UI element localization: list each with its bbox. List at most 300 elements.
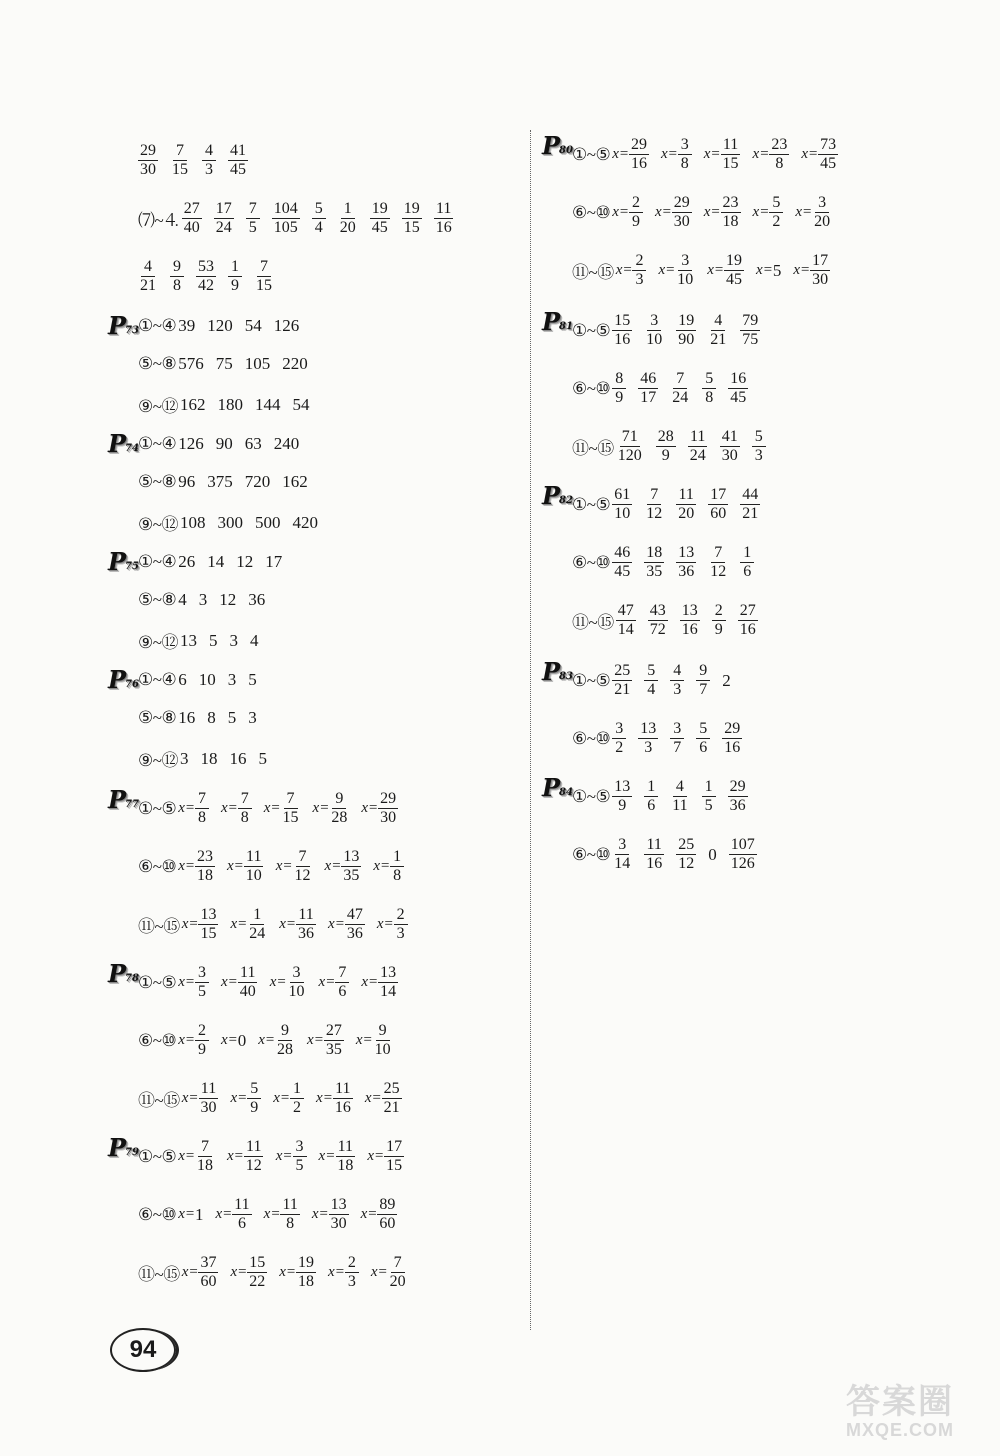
answer-item (644, 544, 664, 581)
denominator: 18 (196, 867, 213, 884)
answer-item (612, 662, 632, 699)
numerator: 3 (293, 1138, 307, 1157)
fraction (333, 1080, 353, 1117)
answer-value: 3 (198, 590, 208, 609)
fraction (195, 848, 215, 885)
question-range: ⑪~⑮ (138, 917, 180, 936)
answer-item (200, 749, 217, 769)
fraction (384, 1138, 404, 1175)
denominator: 3 (754, 447, 763, 464)
denominator: 4 (314, 219, 323, 236)
variable-prefix: x= (230, 916, 248, 932)
denominator: 30 (380, 809, 397, 826)
answer-value: 26 (178, 552, 196, 571)
fraction (740, 486, 760, 523)
denominator: 36 (298, 925, 315, 942)
fraction (708, 544, 728, 581)
answer-row (138, 670, 269, 690)
question-range: ⑪~⑮ (572, 263, 614, 282)
denominator: 3 (205, 161, 213, 178)
answer-row (138, 964, 410, 1001)
answer-item (638, 370, 658, 407)
fraction (198, 1080, 218, 1117)
question-range: ⑪~⑮ (138, 1265, 180, 1284)
answer-item (180, 395, 206, 415)
answer-item (361, 964, 398, 1001)
numerator: 11 (246, 848, 262, 865)
answer-item (676, 312, 696, 349)
variable-prefix: x= (612, 204, 629, 220)
numerator: 15 (614, 312, 631, 329)
denominator: 45 (371, 219, 388, 236)
fraction (138, 258, 158, 295)
answer-item (325, 848, 362, 885)
fraction (247, 906, 267, 943)
answer-item (313, 790, 350, 827)
numerator: 5 (752, 428, 766, 447)
denominator: 8 (680, 155, 689, 172)
answer-item (229, 631, 238, 651)
denominator: 18 (196, 1157, 213, 1174)
answer-item (178, 354, 204, 374)
answer-item (644, 312, 664, 349)
variable-prefix: x= (263, 1206, 281, 1222)
page-badge-letter: P (108, 547, 127, 576)
watermark-logo (810, 1384, 990, 1444)
fraction (720, 428, 740, 465)
denominator: 21 (614, 681, 631, 698)
denominator: 24 (215, 219, 232, 236)
answer-value: 500 (254, 512, 281, 532)
fraction (670, 662, 684, 699)
answer-item (740, 544, 754, 581)
answer-item (370, 200, 390, 237)
variable-prefix: x= (752, 146, 770, 162)
answer-item (215, 1196, 251, 1233)
answer-item (612, 778, 632, 815)
page-badge-letter: P (108, 429, 127, 458)
fraction (195, 1138, 215, 1175)
question-range: ⑤~⑧ (138, 590, 177, 609)
answer-item (178, 1022, 209, 1059)
variable-prefix: x= (361, 974, 379, 990)
question-range: ①~⑤ (572, 670, 611, 690)
fraction (402, 200, 422, 237)
numerator: 19 (298, 1254, 315, 1271)
answer-row (138, 258, 286, 295)
numerator: 7 (284, 790, 298, 809)
numerator: 19 (678, 312, 695, 329)
denominator: 20 (339, 219, 356, 236)
question-range: ⑪~⑮ (138, 1091, 180, 1110)
denominator: 8 (775, 155, 784, 172)
watermark-cn: 答案圈 (846, 1383, 954, 1421)
denominator: 72 (649, 621, 666, 638)
denominator: 14 (617, 621, 634, 638)
denominator: 3 (673, 681, 682, 698)
fraction (708, 312, 728, 349)
variable-prefix: x= (328, 916, 345, 932)
numerator: 11 (298, 906, 314, 923)
answer-item (230, 1254, 267, 1291)
denominator: 8 (197, 809, 206, 826)
denominator: 9 (197, 1041, 206, 1058)
denominator: 14 (614, 855, 631, 872)
answer-value: 96 (178, 472, 196, 491)
denominator: 35 (325, 1041, 342, 1058)
numerator: 2 (195, 1022, 209, 1041)
denominator: 11 (672, 797, 688, 814)
numerator: 3 (615, 836, 629, 855)
fraction (335, 1138, 355, 1175)
answer-value: 3 (179, 748, 189, 768)
answer-value: 1 (194, 1204, 204, 1224)
answer-value: 14 (207, 552, 225, 571)
numerator: 1 (390, 848, 404, 867)
answer-row (572, 428, 778, 465)
numerator: 17 (710, 486, 727, 503)
denominator: 105 (273, 219, 298, 236)
variable-prefix: x= (612, 146, 629, 162)
numerator: 7 (673, 370, 687, 389)
answer-item (207, 472, 233, 492)
answer-item (180, 631, 197, 651)
fraction (198, 1254, 218, 1291)
answer-row (138, 1022, 405, 1059)
denominator: 6 (647, 797, 656, 814)
variable-prefix: x= (793, 262, 811, 278)
numerator: 8 (612, 370, 626, 389)
numerator: 61 (614, 486, 631, 503)
answer-item (138, 142, 158, 179)
numerator: 29 (729, 778, 746, 795)
numerator: 89 (379, 1196, 396, 1213)
answer-row (138, 790, 410, 827)
answer-item (644, 778, 658, 815)
answer-item (319, 964, 350, 1001)
numerator: 17 (386, 1138, 403, 1155)
question-range: ⑥~⑩ (572, 552, 611, 572)
answer-item (361, 1196, 398, 1233)
answer-item (279, 1254, 316, 1291)
answer-value: 240 (273, 434, 300, 453)
numerator: 17 (812, 252, 829, 269)
answer-item (255, 513, 281, 533)
question-range: ⑥~⑩ (572, 378, 611, 398)
variable-prefix: x= (654, 204, 672, 220)
answer-item (245, 434, 262, 454)
answer-item (655, 194, 692, 231)
answer-value: 162 (282, 472, 308, 491)
answer-value: 108 (179, 512, 206, 532)
fraction (170, 142, 190, 179)
fraction (729, 836, 757, 873)
variable-prefix: x= (318, 974, 336, 990)
answer-item (228, 258, 242, 295)
page-badge (108, 665, 139, 694)
answer-row (138, 200, 466, 237)
fraction (612, 836, 632, 873)
answer-item (229, 749, 246, 769)
fraction (722, 720, 742, 757)
fraction (721, 136, 741, 173)
question-range: ⑤~⑧ (138, 472, 177, 491)
numerator: 41 (230, 142, 246, 159)
variable-prefix: x= (373, 858, 391, 874)
answer-item (248, 670, 257, 690)
denominator: 40 (183, 219, 200, 236)
variable-prefix: x= (178, 1032, 195, 1048)
numerator: 3 (195, 964, 209, 983)
answer-value: 12 (236, 552, 254, 571)
denominator: 24 (249, 925, 266, 942)
fraction (244, 848, 264, 885)
numerator: 9 (170, 258, 184, 277)
numerator: 104 (273, 200, 298, 217)
answer-row (572, 312, 772, 349)
fraction (676, 312, 696, 349)
page-badge (108, 1133, 139, 1162)
numerator: 11 (722, 136, 739, 153)
answer-item (182, 1080, 219, 1117)
denominator: 10 (288, 983, 305, 1000)
denominator: 18 (298, 1273, 315, 1290)
page-badge-letter: P (108, 959, 127, 988)
answer-item (670, 370, 690, 407)
fraction (696, 662, 710, 699)
denominator: 17 (640, 389, 657, 406)
page-badge-number: 73 (125, 325, 139, 336)
answer-row (572, 486, 772, 523)
fraction (638, 370, 658, 407)
fraction (810, 252, 830, 289)
answer-value: 16 (178, 708, 196, 727)
variable-prefix: x= (316, 1090, 333, 1106)
denominator: 30 (721, 447, 738, 464)
fraction (293, 1138, 307, 1175)
page-badge-number: 80 (559, 145, 573, 156)
numerator: 5 (247, 1080, 261, 1099)
answer-value: 375 (207, 472, 233, 491)
numerator: 13 (678, 544, 695, 561)
numerator: 11 (436, 200, 452, 217)
answer-item (338, 200, 358, 237)
denominator: 8 (286, 1215, 295, 1232)
denominator: 5 (704, 797, 713, 814)
fraction (390, 848, 404, 885)
answer-item (373, 848, 404, 885)
answer-item (230, 1080, 261, 1117)
fraction (680, 602, 700, 639)
answer-value: 54 (292, 394, 310, 414)
fraction (195, 790, 209, 827)
page-badge-letter: P (542, 657, 561, 686)
fraction (196, 258, 216, 295)
denominator: 21 (742, 505, 759, 522)
answer-item (704, 194, 741, 231)
page-badge-number: 76 (125, 679, 139, 690)
fraction (616, 602, 636, 639)
answer-row (138, 906, 420, 943)
fraction (247, 1254, 267, 1291)
answer-item (274, 316, 300, 336)
numerator: 17 (215, 200, 232, 217)
answer-value: 90 (215, 434, 233, 453)
fraction (246, 200, 260, 237)
denominator: 16 (435, 219, 452, 236)
answer-item (178, 1205, 203, 1225)
fraction (728, 778, 748, 815)
variable-prefix: x= (263, 800, 281, 816)
page-badge (542, 307, 573, 336)
fraction (202, 142, 216, 179)
fraction (648, 602, 668, 639)
denominator: 3 (635, 271, 644, 288)
question-range: ①~⑤ (572, 786, 611, 806)
answer-value: 4 (178, 590, 187, 609)
answer-item (708, 486, 728, 523)
variable-prefix: x= (215, 1206, 233, 1222)
denominator: 10 (245, 867, 262, 884)
answer-item (612, 720, 626, 757)
numerator: 5 (696, 720, 710, 739)
numerator: 7 (391, 1254, 405, 1273)
answer-value: 5 (208, 630, 218, 650)
answer-row (572, 136, 850, 173)
denominator: 6 (743, 563, 752, 580)
answer-item (245, 354, 271, 374)
fraction (676, 836, 696, 873)
fraction (228, 258, 242, 295)
numerator: 3 (815, 194, 829, 213)
denominator: 12 (646, 505, 663, 522)
numerator: 19 (403, 200, 420, 217)
answer-item (178, 964, 209, 1001)
question-range: ⑤~⑧ (138, 708, 177, 727)
fraction (378, 964, 398, 1001)
denominator: 75 (742, 331, 759, 348)
answer-item (209, 631, 218, 651)
fraction (752, 428, 766, 465)
variable-prefix: x= (318, 1148, 336, 1164)
answer-value: 54 (244, 316, 262, 335)
answer-item (258, 749, 267, 769)
denominator: 45 (614, 563, 631, 580)
numerator: 9 (696, 662, 710, 681)
fraction (612, 662, 632, 699)
fraction (616, 428, 644, 465)
numerator: 19 (726, 252, 743, 269)
numerator: 28 (657, 428, 674, 445)
fraction (644, 544, 664, 581)
answer-item (371, 1254, 408, 1291)
answer-item (264, 1196, 300, 1233)
denominator: 22 (249, 1273, 266, 1290)
answer-item (274, 434, 300, 454)
numerator: 19 (371, 200, 388, 217)
answer-item (273, 1080, 304, 1117)
answer-item (246, 200, 260, 237)
answer-item (612, 836, 632, 873)
fraction (287, 964, 307, 1001)
fraction (688, 428, 708, 465)
answer-item (704, 136, 741, 173)
variable-prefix: x= (275, 858, 293, 874)
denominator: 20 (389, 1273, 406, 1290)
denominator: 28 (331, 809, 348, 826)
denominator: 30 (330, 1215, 347, 1232)
answer-value: 105 (244, 354, 271, 373)
answer-item (245, 472, 271, 492)
variable-prefix: x= (364, 1090, 382, 1106)
answer-item (227, 1138, 264, 1175)
fraction (632, 252, 646, 289)
numerator: 3 (670, 720, 684, 739)
numerator: 11 (337, 1138, 354, 1155)
fraction (702, 778, 716, 815)
fraction (345, 1254, 359, 1291)
fraction (388, 1254, 408, 1291)
numerator: 7 (173, 142, 187, 161)
answer-value: 300 (217, 512, 243, 532)
numerator: 29 (724, 720, 741, 737)
answer-item (702, 778, 716, 815)
denominator: 9 (661, 447, 670, 464)
answer-item (276, 1138, 307, 1175)
denominator: 20 (678, 505, 695, 522)
answer-item (612, 136, 649, 173)
numerator: 2 (629, 194, 643, 213)
answer-value: 2 (722, 670, 731, 690)
denominator: 12 (678, 855, 695, 872)
page-badge-letter: P (542, 131, 561, 160)
numerator: 7 (246, 200, 260, 219)
fraction (345, 906, 365, 943)
question-range: ⑥~⑩ (138, 1204, 177, 1224)
numerator: 41 (721, 428, 738, 445)
page-badge (108, 547, 139, 576)
answer-item (702, 370, 716, 407)
answer-item (138, 258, 158, 295)
answer-item (612, 486, 632, 523)
answer-item (170, 142, 190, 179)
fraction (769, 194, 783, 231)
denominator: 15 (403, 219, 420, 236)
answer-item (182, 200, 202, 237)
fraction (702, 370, 716, 407)
question-range: ⑺~⒋ (138, 211, 180, 230)
numerator: 4 (202, 142, 216, 161)
page-badge-letter: P (542, 481, 561, 510)
answer-item (753, 136, 790, 173)
answer-row (572, 836, 769, 873)
answer-item (712, 602, 726, 639)
denominator: 5 (295, 1157, 304, 1174)
denominator: 35 (343, 867, 360, 884)
question-range: ①~④ (138, 552, 177, 571)
numerator: 1 (702, 778, 716, 797)
variable-prefix: x= (178, 1148, 195, 1164)
denominator: 9 (231, 277, 239, 294)
numerator: 5 (702, 370, 716, 389)
numerator: 27 (183, 200, 200, 217)
denominator: 21 (710, 331, 727, 348)
numerator: 23 (771, 136, 788, 153)
page-badge-number: 82 (559, 495, 573, 506)
variable-prefix: x= (220, 800, 238, 816)
numerator: 11 (200, 1080, 217, 1097)
answer-item (612, 370, 626, 407)
